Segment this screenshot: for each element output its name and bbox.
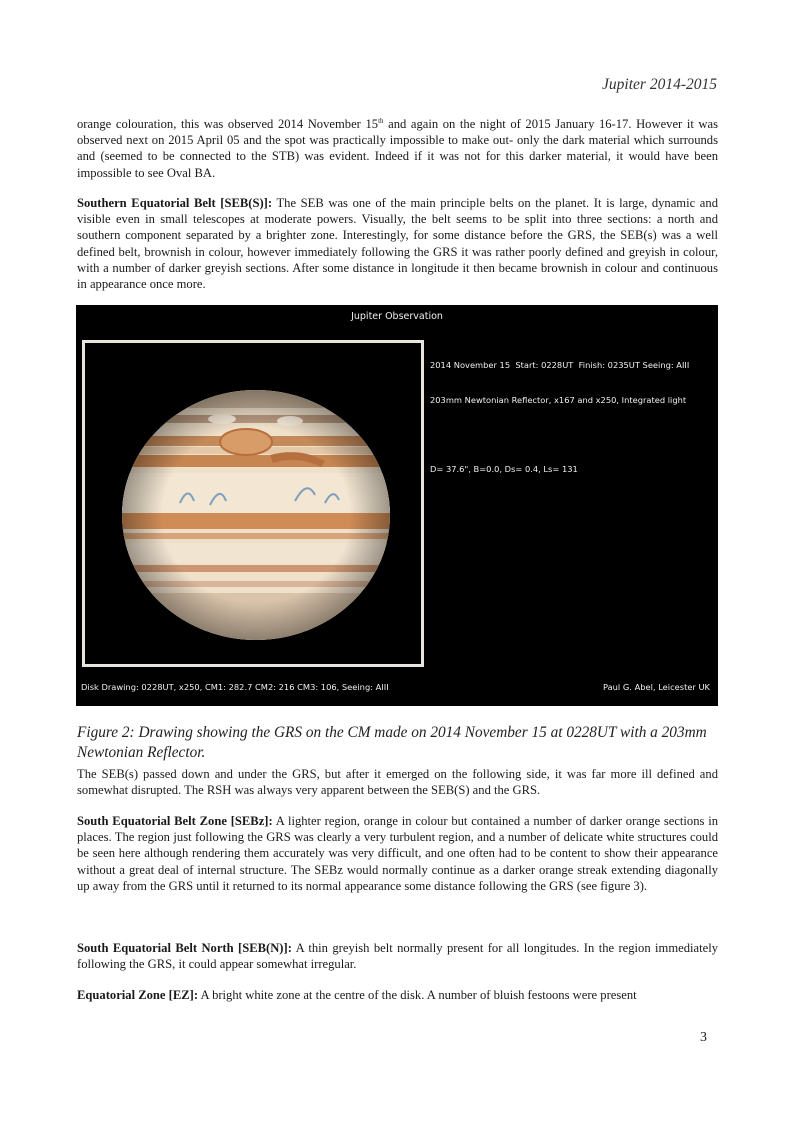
section-heading-ez: Equatorial Zone [EZ]: bbox=[77, 988, 199, 1002]
paragraph-ez bbox=[77, 987, 718, 1003]
section-heading-seb-s: Southern Equatorial Belt [SEB(S)]: bbox=[77, 196, 273, 210]
running-header: Jupiter 2014-2015 bbox=[602, 76, 717, 93]
ephemeris-line: D= 37.6", B=0.0, Ds= 0.4, Ls= 131 bbox=[430, 463, 578, 474]
figure-title: Jupiter Observation bbox=[351, 311, 443, 322]
figure-jupiter-drawing bbox=[76, 305, 718, 706]
figure-caption: Figure 2: Drawing showing the GRS on the CM made on 2014 November 15 at 0228UT with a 203mm Newtonian Reflector. bbox=[77, 724, 707, 761]
section-heading-seb-n: South Equatorial Belt North [SEB(N)]: bbox=[77, 941, 292, 955]
jupiter-disk-drawing bbox=[85, 343, 421, 664]
paragraph-text: A thin greyish belt normally present for all longitudes. In the region immediately following the GRS, it could appear somewhat irregular. bbox=[77, 941, 718, 972]
paragraph-sebz bbox=[77, 813, 718, 894]
figure-drawing-details: Disk Drawing: 0228UT, x250, CM1: 282.7 CM2: 216 CM3: 106, Seeing: AIII bbox=[81, 682, 389, 692]
paragraph-seb-s bbox=[77, 195, 718, 292]
paragraph-text: orange colouration, this was observed 2014 November 15 bbox=[77, 117, 379, 131]
paragraph-text-cont: and again on the night of 2015 January 16-17. However it was observed next on 2015 April 05 and the spot was practically impossible to make out- only the dark material which surrounds and (seemed to be connected to the STB) was evident. Indeed if it was not for this darker material, it would have been impossible to see Oval BA. bbox=[77, 117, 718, 180]
section-heading-sebz: South Equatorial Belt Zone [SEBz]: bbox=[77, 814, 273, 828]
figure-observation-info bbox=[430, 337, 689, 498]
observation-line: 2014 November 15 Start: 0228UT Finish: 0235UT Seeing: AIII bbox=[430, 360, 690, 370]
figure-author-credit: Paul G. Abel, Leicester UK bbox=[602, 682, 710, 692]
paragraph-text: A bright white zone at the centre of the disk. A number of bluish festoons were present bbox=[198, 988, 637, 1002]
paragraph-oval-ba bbox=[77, 116, 718, 181]
page-number: 3 bbox=[700, 1030, 707, 1045]
paragraph-text: A lighter region, orange in colour but contained a number of darker orange sections in places. The region just following the GRS was clearly a very turbulent region, and a number of delicate white structures could be seen here although rendering them accurately was very difficult, and one often had to be content to show their appearance without a great deal of internal structure. The SEBz would normally continue as a darker orange streak extending diagonally up away from the GRS until it returned to its normal appearance some distance following the GRS (see figure 3). bbox=[77, 814, 718, 893]
ordinal-suffix: th bbox=[378, 116, 384, 125]
paragraph-text: The SEB was one of the main principle belts on the planet. It is large, dynamic and visible even in small telescopes at moderate powers. Visually, the belt seems to be split into three sections: a north and southern component separated by a brighter zone. Interestingly, for some distance before the GRS, the SEB(s) was a well defined belt, brownish in colour, however immediately following the GRS it was rather poorly defined and greyish in colour, with a number of darker greyish sections. After some distance in longitude it then became brownish in colour and continuous in appearance once more. bbox=[77, 196, 718, 292]
instrument-line: 203mm Newtonian Reflector, x167 and x250, Integrated light bbox=[430, 394, 687, 405]
paragraph-text: The SEB(s) passed down and under the GRS, but after it emerged on the following side, it was far more ill defined and somewhat disrupted. The RSH was always very apparent between the SEB(S) and the GRS. bbox=[77, 767, 718, 798]
paragraph-seb-s-after-grs bbox=[77, 766, 718, 798]
drawing-frame bbox=[82, 340, 424, 667]
paragraph-seb-n bbox=[77, 940, 718, 972]
